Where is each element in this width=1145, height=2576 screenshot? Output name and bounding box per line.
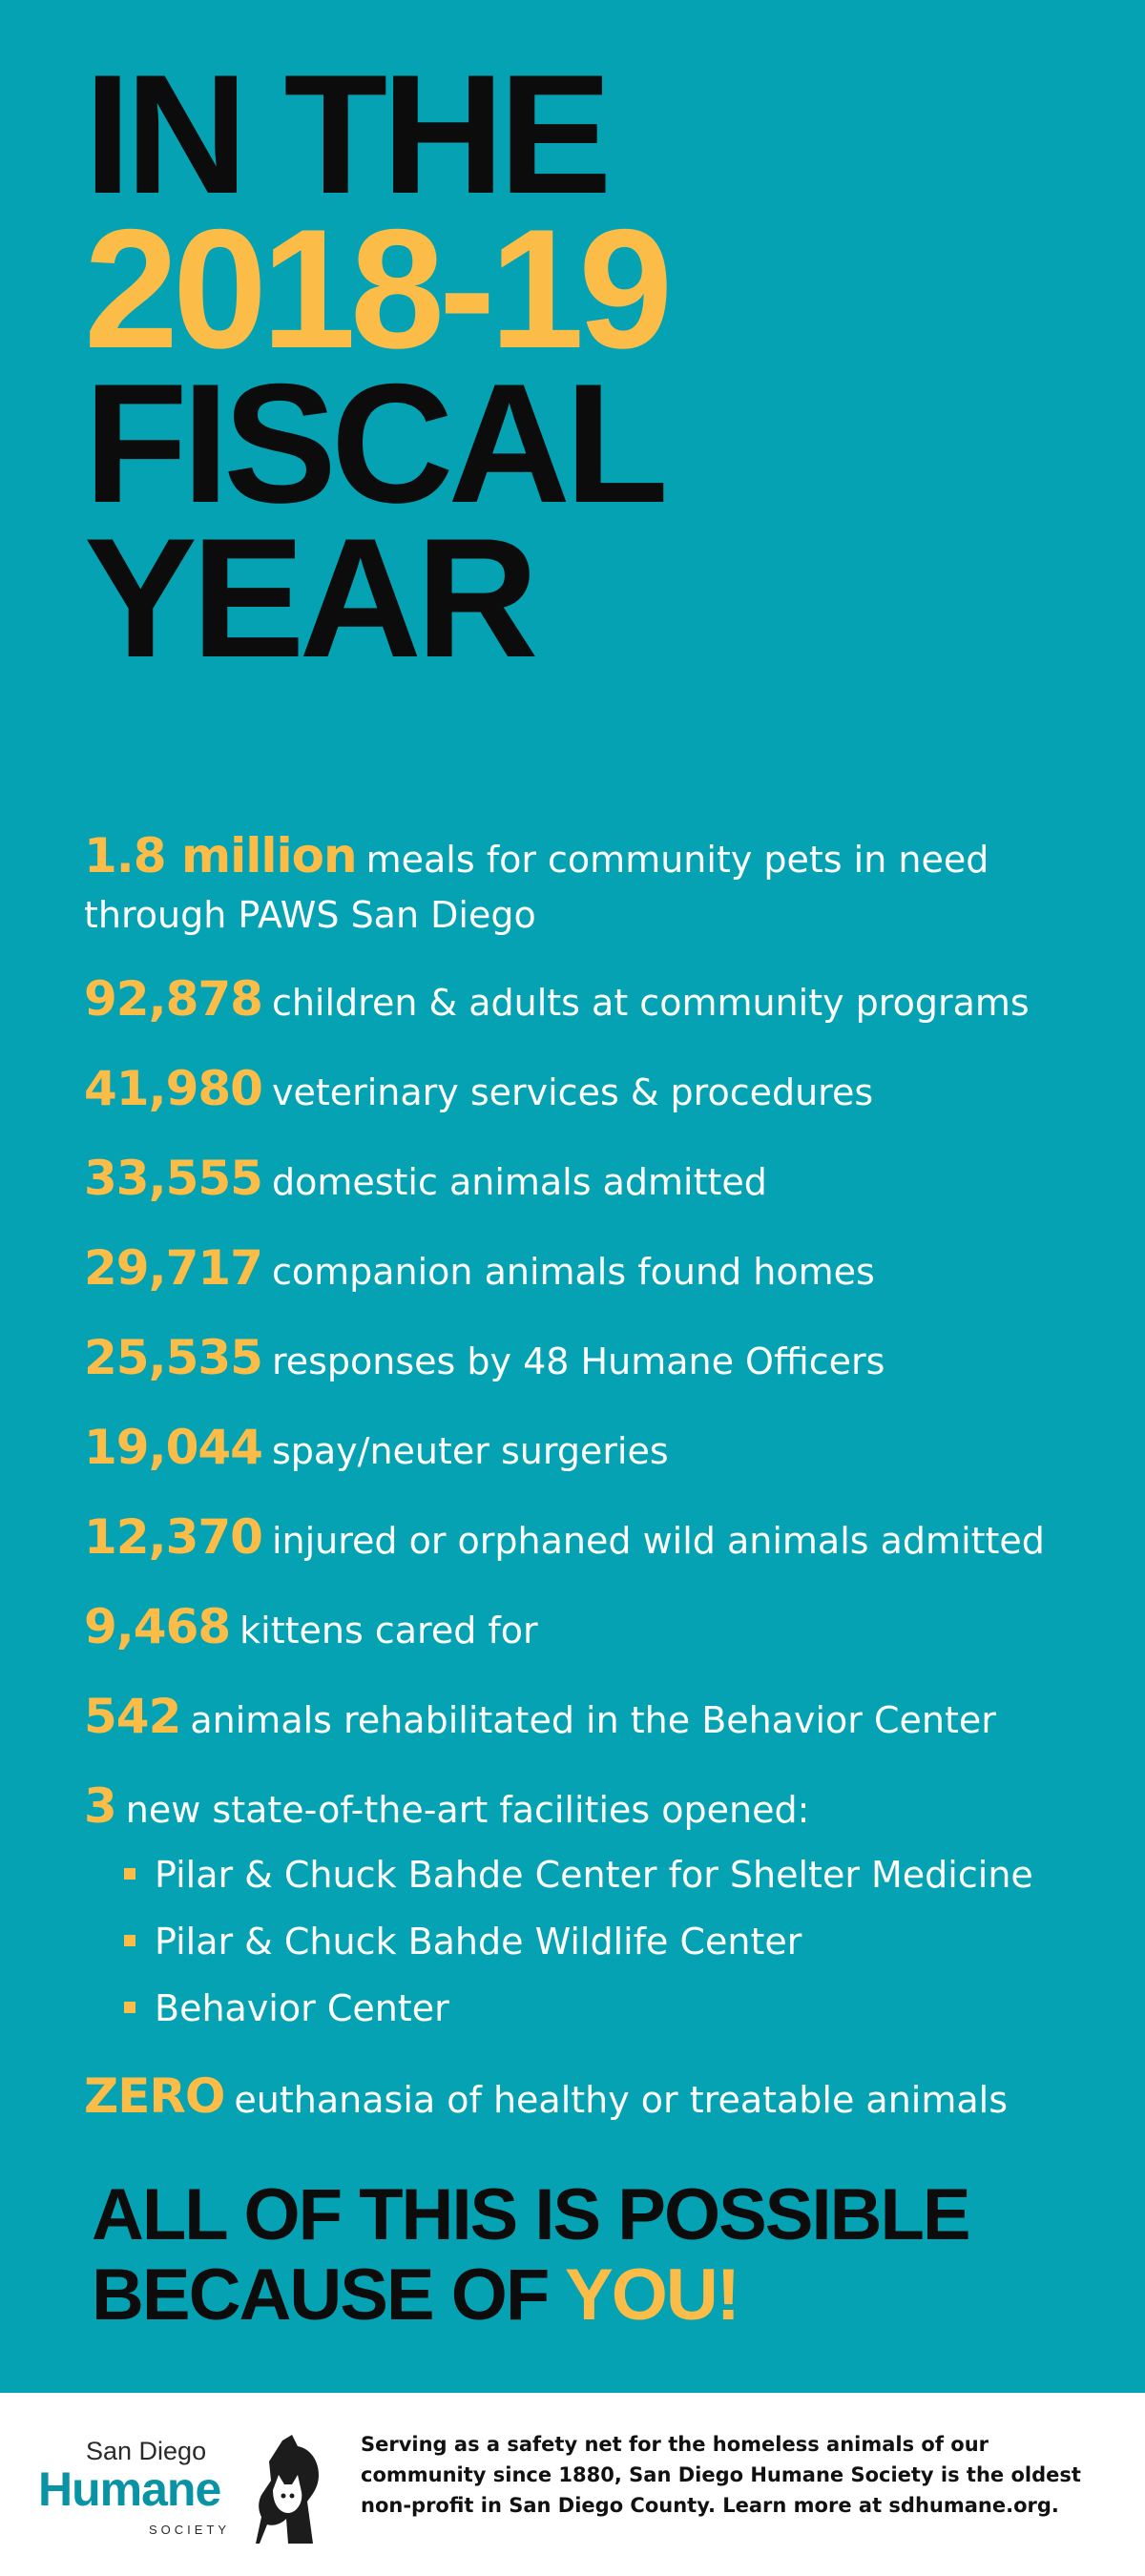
- footer-description: Serving as a safety net for the homeless animals of our community since 1880, San Diego Humane Society is the oldest non-profit in San Diego County. Learn more at sdhumane.org.: [361, 2433, 1081, 2517]
- headline-line-3: FISCAL: [84, 348, 663, 538]
- facility-name: Behavior Center: [155, 1987, 449, 2029]
- headline-line-1: IN THE: [84, 39, 607, 229]
- stat-number: 19,044: [84, 1420, 262, 1475]
- stat-item: [84, 1151, 1095, 1210]
- logo-text-top: San Diego: [86, 2437, 207, 2465]
- closing-line-1: ALL OF THIS IS POSSIBLE: [92, 2174, 969, 2255]
- stat-item: [84, 1061, 1095, 1120]
- stat-text: veterinary services & procedures: [271, 1071, 874, 1113]
- stat-number: 9,468: [84, 1599, 231, 1654]
- closing-message: [92, 2175, 969, 2336]
- stat-text: domestic animals admitted: [271, 1161, 767, 1203]
- headline-line-4: YEAR: [84, 503, 533, 693]
- footer: [0, 2393, 1145, 2576]
- stat-number: 92,878: [84, 971, 262, 1027]
- stat-text: euthanasia of healthy or treatable animals: [234, 2079, 1009, 2121]
- stat-number: 1.8 million: [84, 828, 357, 883]
- stat-number: 25,535: [84, 1330, 262, 1385]
- stat-text: meals for community pets in need through PAWS San Diego: [84, 839, 989, 936]
- stat-number: 29,717: [84, 1240, 262, 1296]
- stat-text: spay/neuter surgeries: [271, 1430, 669, 1472]
- logo-text-main: Humane: [38, 2462, 221, 2516]
- stat-text: kittens cared for: [239, 1610, 538, 1652]
- bullet-icon: [124, 2002, 135, 2013]
- facility-list-item: [124, 1847, 1033, 1902]
- stat-item: [84, 828, 1095, 943]
- stat-text: animals rehabilitated in the Behavior Center: [190, 1699, 996, 1741]
- facility-list-item: [124, 1914, 802, 1969]
- stat-text: new state-of-the-art facilities opened:: [125, 1789, 810, 1831]
- bullet-icon: [124, 1868, 135, 1880]
- headline-line-2: 2018-19: [84, 194, 668, 384]
- facility-name: Pilar & Chuck Bahde Wildlife Center: [155, 1921, 802, 1963]
- stat-text: injured or orphaned wild animals admitted: [271, 1520, 1045, 1562]
- humane-society-logo: [38, 2431, 324, 2555]
- stat-text: responses by 48 Humane Officers: [271, 1340, 885, 1382]
- stat-item: [84, 1689, 1095, 1748]
- logo-text-bottom: SOCIETY: [149, 2523, 231, 2537]
- stat-item: [84, 1240, 1095, 1299]
- stat-item: [84, 1330, 1095, 1389]
- stat-item: [84, 1778, 1095, 1838]
- facility-list-item: [124, 1981, 449, 2036]
- stat-item: [84, 971, 1095, 1030]
- stat-number: 3: [84, 1778, 116, 1834]
- closing-line-2: [92, 2255, 969, 2336]
- stat-number: 33,555: [84, 1151, 262, 1206]
- stat-number: 542: [84, 1689, 181, 1744]
- stat-text: children & adults at community programs: [271, 982, 1030, 1024]
- stat-item: [84, 1599, 1095, 1658]
- stat-item-zero: [84, 2068, 1095, 2128]
- stat-item: [84, 1420, 1095, 1479]
- bullet-icon: [124, 1935, 135, 1946]
- closing-line-2-prefix: BECAUSE OF: [92, 2254, 566, 2336]
- stat-text: companion animals found homes: [271, 1251, 875, 1293]
- dog-and-cat-silhouette-icon: [254, 2433, 324, 2547]
- stat-number: 41,980: [84, 1061, 262, 1116]
- stat-number: ZERO: [84, 2068, 225, 2124]
- closing-you: YOU!: [565, 2254, 739, 2336]
- facility-name: Pilar & Chuck Bahde Center for Shelter Medicine: [155, 1854, 1033, 1896]
- stat-item: [84, 1509, 1095, 1568]
- stat-number: 12,370: [84, 1509, 262, 1565]
